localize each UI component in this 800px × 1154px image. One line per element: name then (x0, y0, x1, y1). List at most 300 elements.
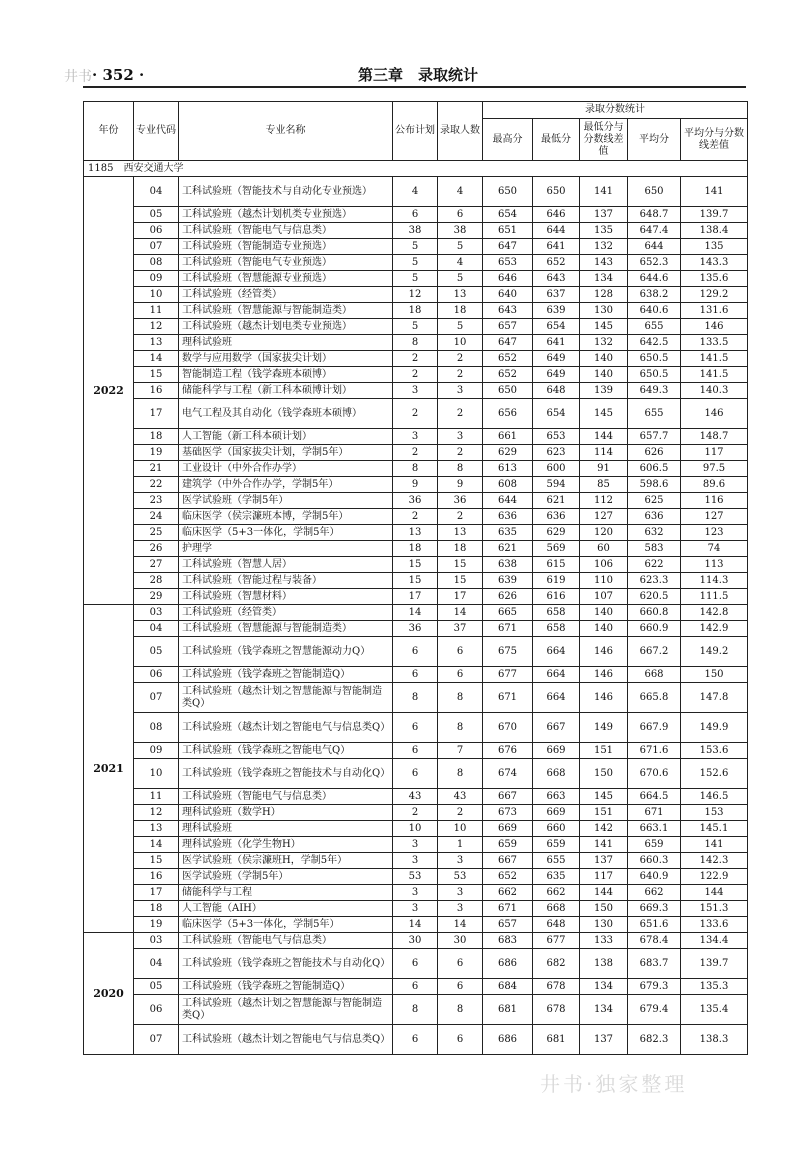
year-cell: 2022 (84, 177, 134, 605)
min-cell: 653 (533, 429, 580, 445)
avg-diff-cell: 133.6 (681, 917, 748, 933)
min-cell: 644 (533, 223, 580, 239)
table-row (84, 759, 748, 789)
code-cell: 08 (134, 713, 179, 743)
plan-cell: 18 (393, 541, 438, 557)
admit-cell: 8 (438, 683, 483, 713)
table-row (84, 383, 748, 399)
avg-diff-cell: 151.3 (681, 901, 748, 917)
max-cell: 608 (483, 477, 533, 493)
min-diff-cell: 145 (580, 319, 628, 335)
admit-cell: 5 (438, 271, 483, 287)
name-cell: 理科试验班（数学H） (179, 805, 393, 821)
admit-cell: 6 (438, 207, 483, 223)
admit-cell: 13 (438, 287, 483, 303)
min-diff-cell: 134 (580, 995, 628, 1025)
avg-diff-cell: 133.5 (681, 335, 748, 351)
avg-cell: 682.3 (628, 1025, 681, 1055)
col-code: 专业代码 (134, 102, 179, 161)
code-cell: 15 (134, 367, 179, 383)
min-diff-cell: 140 (580, 605, 628, 621)
name-cell: 工科试验班（经管类） (179, 605, 393, 621)
code-cell: 03 (134, 605, 179, 621)
max-cell: 635 (483, 525, 533, 541)
name-cell: 工科试验班（钱学森班之智能电气Q） (179, 743, 393, 759)
col-admit: 录取人数 (438, 102, 483, 161)
min-diff-cell: 127 (580, 509, 628, 525)
avg-cell: 667.2 (628, 637, 681, 667)
code-cell: 29 (134, 589, 179, 605)
admit-cell: 6 (438, 637, 483, 667)
min-diff-cell: 145 (580, 789, 628, 805)
name-cell: 工科试验班（智慧能源与智能制造类） (179, 303, 393, 319)
max-cell: 659 (483, 837, 533, 853)
admit-cell: 14 (438, 917, 483, 933)
name-cell: 工科试验班（钱学森班之智慧能源动力Q） (179, 637, 393, 667)
year-cell: 2021 (84, 605, 134, 933)
code-cell: 21 (134, 461, 179, 477)
plan-cell: 38 (393, 223, 438, 239)
min-diff-cell: 130 (580, 917, 628, 933)
avg-diff-cell: 141.5 (681, 367, 748, 383)
max-cell: 661 (483, 429, 533, 445)
avg-diff-cell: 149.2 (681, 637, 748, 667)
code-cell: 11 (134, 789, 179, 805)
table-row (84, 399, 748, 429)
avg-diff-cell: 123 (681, 525, 748, 541)
code-cell: 22 (134, 477, 179, 493)
code-cell: 12 (134, 319, 179, 335)
name-cell: 数学与应用数学（国家拔尖计划） (179, 351, 393, 367)
table-row (84, 853, 748, 869)
plan-cell: 6 (393, 743, 438, 759)
code-cell: 13 (134, 821, 179, 837)
name-cell: 工科试验班（智能电气专业预选） (179, 255, 393, 271)
table-row (84, 335, 748, 351)
avg-cell: 638.2 (628, 287, 681, 303)
min-diff-cell: 132 (580, 335, 628, 351)
min-diff-cell: 140 (580, 351, 628, 367)
avg-cell: 632 (628, 525, 681, 541)
table-row (84, 303, 748, 319)
max-cell: 652 (483, 351, 533, 367)
avg-diff-cell: 113 (681, 557, 748, 573)
table-row (84, 255, 748, 271)
min-diff-cell: 134 (580, 271, 628, 287)
avg-cell: 606.5 (628, 461, 681, 477)
avg-cell: 648.7 (628, 207, 681, 223)
avg-diff-cell: 134.4 (681, 933, 748, 949)
code-cell: 26 (134, 541, 179, 557)
avg-cell: 620.5 (628, 589, 681, 605)
name-cell: 工科试验班（钱学森班之智能技术与自动化Q） (179, 949, 393, 979)
max-cell: 671 (483, 621, 533, 637)
min-cell: 659 (533, 837, 580, 853)
min-cell: 639 (533, 303, 580, 319)
avg-diff-cell: 135.3 (681, 979, 748, 995)
admit-cell: 14 (438, 605, 483, 621)
min-diff-cell: 120 (580, 525, 628, 541)
avg-diff-cell: 148.7 (681, 429, 748, 445)
plan-cell: 3 (393, 885, 438, 901)
avg-cell: 650.5 (628, 351, 681, 367)
name-cell: 人工智能（新工科本硕计划） (179, 429, 393, 445)
avg-diff-cell: 153.6 (681, 743, 748, 759)
min-cell: 636 (533, 509, 580, 525)
min-diff-cell: 145 (580, 399, 628, 429)
min-cell: 660 (533, 821, 580, 837)
min-cell: 667 (533, 713, 580, 743)
admit-cell: 13 (438, 525, 483, 541)
table-row (84, 621, 748, 637)
table-row (84, 525, 748, 541)
admit-cell: 3 (438, 853, 483, 869)
name-cell: 临床医学（5+3一体化，学制5年） (179, 917, 393, 933)
min-diff-cell: 140 (580, 367, 628, 383)
avg-diff-cell: 138.4 (681, 223, 748, 239)
min-diff-cell: 142 (580, 821, 628, 837)
name-cell: 理科试验班 (179, 821, 393, 837)
name-cell: 医学试验班（学制5年） (179, 493, 393, 509)
chapter-title: 第三章 录取统计 (357, 66, 478, 84)
name-cell: 工科试验班（钱学森班之智能制造Q） (179, 667, 393, 683)
avg-cell: 598.6 (628, 477, 681, 493)
min-cell: 648 (533, 383, 580, 399)
min-diff-cell: 139 (580, 383, 628, 399)
admit-cell: 1 (438, 837, 483, 853)
table-row (84, 805, 748, 821)
avg-diff-cell: 139.7 (681, 949, 748, 979)
col-max: 最高分 (483, 119, 533, 161)
min-cell: 677 (533, 933, 580, 949)
avg-cell: 644.6 (628, 271, 681, 287)
max-cell: 626 (483, 589, 533, 605)
min-cell: 668 (533, 901, 580, 917)
min-cell: 650 (533, 177, 580, 207)
min-diff-cell: 151 (580, 805, 628, 821)
plan-cell: 6 (393, 979, 438, 995)
min-cell: 662 (533, 885, 580, 901)
name-cell: 护理学 (179, 541, 393, 557)
avg-diff-cell: 150 (681, 667, 748, 683)
code-cell: 12 (134, 805, 179, 821)
min-diff-cell: 132 (580, 239, 628, 255)
admit-cell: 4 (438, 255, 483, 271)
min-diff-cell: 110 (580, 573, 628, 589)
table-row (84, 995, 748, 1025)
school-row: 1185 西安交通大学 (84, 161, 748, 177)
avg-cell: 651.6 (628, 917, 681, 933)
admit-cell: 2 (438, 445, 483, 461)
avg-diff-cell: 152.6 (681, 759, 748, 789)
code-cell: 04 (134, 177, 179, 207)
min-diff-cell: 137 (580, 207, 628, 223)
admit-cell: 5 (438, 239, 483, 255)
plan-cell: 18 (393, 303, 438, 319)
code-cell: 27 (134, 557, 179, 573)
max-cell: 686 (483, 1025, 533, 1055)
plan-cell: 14 (393, 605, 438, 621)
min-cell: 641 (533, 335, 580, 351)
avg-cell: 652.3 (628, 255, 681, 271)
avg-diff-cell: 144 (681, 885, 748, 901)
avg-cell: 670.6 (628, 759, 681, 789)
code-cell: 24 (134, 509, 179, 525)
code-cell: 16 (134, 383, 179, 399)
admit-cell: 6 (438, 667, 483, 683)
max-cell: 657 (483, 319, 533, 335)
avg-cell: 663.1 (628, 821, 681, 837)
avg-diff-cell: 153 (681, 805, 748, 821)
table-row (84, 493, 748, 509)
admit-cell: 10 (438, 821, 483, 837)
table-row (84, 885, 748, 901)
avg-cell: 650.5 (628, 367, 681, 383)
min-cell: 669 (533, 805, 580, 821)
table-row (84, 351, 748, 367)
name-cell: 工科试验班（越杰计划之智慧能源与智能制造类Q） (179, 683, 393, 713)
admit-cell: 2 (438, 351, 483, 367)
max-cell: 647 (483, 239, 533, 255)
avg-cell: 679.3 (628, 979, 681, 995)
avg-cell: 667.9 (628, 713, 681, 743)
code-cell: 05 (134, 207, 179, 223)
min-cell: 649 (533, 367, 580, 383)
min-diff-cell: 133 (580, 933, 628, 949)
max-cell: 640 (483, 287, 533, 303)
plan-cell: 30 (393, 933, 438, 949)
table-row (84, 271, 748, 287)
plan-cell: 17 (393, 589, 438, 605)
avg-cell: 668 (628, 667, 681, 683)
avg-cell: 671.6 (628, 743, 681, 759)
min-diff-cell: 150 (580, 759, 628, 789)
brand-mark: 井书 (64, 69, 92, 85)
code-cell: 17 (134, 399, 179, 429)
admit-cell: 15 (438, 573, 483, 589)
table-row (84, 367, 748, 383)
admit-cell: 2 (438, 399, 483, 429)
max-cell: 684 (483, 979, 533, 995)
col-stats-group: 录取分数统计 (483, 102, 748, 119)
max-cell: 647 (483, 335, 533, 351)
plan-cell: 13 (393, 525, 438, 541)
min-cell: 682 (533, 949, 580, 979)
code-cell: 04 (134, 949, 179, 979)
admit-cell: 3 (438, 383, 483, 399)
max-cell: 629 (483, 445, 533, 461)
max-cell: 669 (483, 821, 533, 837)
plan-cell: 6 (393, 759, 438, 789)
name-cell: 工科试验班（越杰计划之智能电气与信息类Q） (179, 1025, 393, 1055)
table-row (84, 743, 748, 759)
admit-cell: 36 (438, 493, 483, 509)
table-row (84, 207, 748, 223)
table-row (84, 901, 748, 917)
min-cell: 652 (533, 255, 580, 271)
name-cell: 医学试验班（侯宗濂班H，学制5年） (179, 853, 393, 869)
admit-cell: 2 (438, 805, 483, 821)
avg-cell: 679.4 (628, 995, 681, 1025)
admit-cell: 10 (438, 335, 483, 351)
admit-cell: 6 (438, 979, 483, 995)
avg-cell: 636 (628, 509, 681, 525)
avg-cell: 626 (628, 445, 681, 461)
admit-cell: 2 (438, 367, 483, 383)
col-avg-diff: 平均分与分数线差值 (681, 119, 748, 161)
avg-diff-cell: 127 (681, 509, 748, 525)
min-cell: 681 (533, 1025, 580, 1055)
min-cell: 641 (533, 239, 580, 255)
name-cell: 工科试验班（智能电气与信息类） (179, 223, 393, 239)
min-diff-cell: 137 (580, 853, 628, 869)
plan-cell: 8 (393, 461, 438, 477)
page-number: · 352 · (92, 66, 145, 84)
table-row (84, 557, 748, 573)
avg-cell: 678.4 (628, 933, 681, 949)
admit-cell: 18 (438, 541, 483, 557)
avg-cell: 583 (628, 541, 681, 557)
admit-cell: 37 (438, 621, 483, 637)
plan-cell: 4 (393, 177, 438, 207)
plan-cell: 2 (393, 509, 438, 525)
name-cell: 工科试验班（智慧能源与智能制造类） (179, 621, 393, 637)
name-cell: 工科试验班（越杰计划之智能电气与信息类Q） (179, 713, 393, 743)
min-cell: 615 (533, 557, 580, 573)
max-cell: 670 (483, 713, 533, 743)
min-diff-cell: 117 (580, 869, 628, 885)
code-cell: 04 (134, 621, 179, 637)
max-cell: 665 (483, 605, 533, 621)
table-row (84, 461, 748, 477)
avg-cell: 683.7 (628, 949, 681, 979)
min-diff-cell: 143 (580, 255, 628, 271)
min-diff-cell: 91 (580, 461, 628, 477)
min-diff-cell: 146 (580, 683, 628, 713)
max-cell: 656 (483, 399, 533, 429)
min-diff-cell: 151 (580, 743, 628, 759)
avg-diff-cell: 139.7 (681, 207, 748, 223)
table-row (84, 683, 748, 713)
min-diff-cell: 106 (580, 557, 628, 573)
name-cell: 理科试验班（化学生物H） (179, 837, 393, 853)
code-cell: 18 (134, 429, 179, 445)
name-cell: 工科试验班（经管类） (179, 287, 393, 303)
max-cell: 638 (483, 557, 533, 573)
avg-cell: 650 (628, 177, 681, 207)
name-cell: 工科试验班（智能电气与信息类） (179, 933, 393, 949)
plan-cell: 3 (393, 383, 438, 399)
code-cell: 18 (134, 901, 179, 917)
admit-cell: 3 (438, 901, 483, 917)
avg-diff-cell: 117 (681, 445, 748, 461)
code-cell: 06 (134, 667, 179, 683)
avg-diff-cell: 142.9 (681, 621, 748, 637)
avg-diff-cell: 146 (681, 319, 748, 335)
code-cell: 10 (134, 759, 179, 789)
name-cell: 工科试验班（智能过程与装备） (179, 573, 393, 589)
plan-cell: 3 (393, 901, 438, 917)
max-cell: 636 (483, 509, 533, 525)
plan-cell: 53 (393, 869, 438, 885)
min-diff-cell: 134 (580, 979, 628, 995)
admit-cell: 30 (438, 933, 483, 949)
min-cell: 648 (533, 917, 580, 933)
plan-cell: 3 (393, 837, 438, 853)
plan-cell: 15 (393, 573, 438, 589)
avg-diff-cell: 142.8 (681, 605, 748, 621)
plan-cell: 2 (393, 445, 438, 461)
plan-cell: 5 (393, 255, 438, 271)
plan-cell: 15 (393, 557, 438, 573)
avg-cell: 664.5 (628, 789, 681, 805)
name-cell: 智能制造工程（钱学森班本硕博） (179, 367, 393, 383)
min-diff-cell: 112 (580, 493, 628, 509)
avg-diff-cell: 146.5 (681, 789, 748, 805)
avg-diff-cell: 146 (681, 399, 748, 429)
avg-diff-cell: 111.5 (681, 589, 748, 605)
avg-diff-cell: 147.8 (681, 683, 748, 713)
avg-cell: 662 (628, 885, 681, 901)
table-row (84, 239, 748, 255)
min-diff-cell: 138 (580, 949, 628, 979)
avg-diff-cell: 142.3 (681, 853, 748, 869)
min-cell: 619 (533, 573, 580, 589)
name-cell: 医学试验班（学制5年） (179, 869, 393, 885)
min-cell: 668 (533, 759, 580, 789)
avg-diff-cell: 116 (681, 493, 748, 509)
name-cell: 基础医学（国家拔尖计划，学制5年） (179, 445, 393, 461)
min-cell: 616 (533, 589, 580, 605)
code-cell: 07 (134, 683, 179, 713)
min-diff-cell: 85 (580, 477, 628, 493)
code-cell: 11 (134, 303, 179, 319)
plan-cell: 2 (393, 805, 438, 821)
code-cell: 07 (134, 239, 179, 255)
admit-cell: 3 (438, 885, 483, 901)
name-cell: 工科试验班（越杰计划机类专业预选） (179, 207, 393, 223)
table-row (84, 177, 748, 207)
max-cell: 650 (483, 383, 533, 399)
avg-diff-cell: 149.9 (681, 713, 748, 743)
min-cell: 594 (533, 477, 580, 493)
plan-cell: 6 (393, 207, 438, 223)
name-cell: 工科试验班（智慧人居） (179, 557, 393, 573)
min-diff-cell: 144 (580, 429, 628, 445)
max-cell: 652 (483, 869, 533, 885)
max-cell: 677 (483, 667, 533, 683)
col-year: 年份 (84, 102, 134, 161)
code-cell: 06 (134, 995, 179, 1025)
code-cell: 15 (134, 853, 179, 869)
name-cell: 工科试验班（智慧能源专业预选） (179, 271, 393, 287)
plan-cell: 36 (393, 621, 438, 637)
plan-cell: 14 (393, 917, 438, 933)
avg-diff-cell: 114.3 (681, 573, 748, 589)
table-row (84, 949, 748, 979)
min-cell: 637 (533, 287, 580, 303)
col-min-diff: 最低分与分数线差值 (580, 119, 628, 161)
min-cell: 654 (533, 399, 580, 429)
plan-cell: 8 (393, 995, 438, 1025)
admit-cell: 9 (438, 477, 483, 493)
max-cell: 621 (483, 541, 533, 557)
min-cell: 623 (533, 445, 580, 461)
max-cell: 683 (483, 933, 533, 949)
plan-cell: 36 (393, 493, 438, 509)
min-cell: 569 (533, 541, 580, 557)
name-cell: 临床医学（5+3一体化，学制5年） (179, 525, 393, 541)
